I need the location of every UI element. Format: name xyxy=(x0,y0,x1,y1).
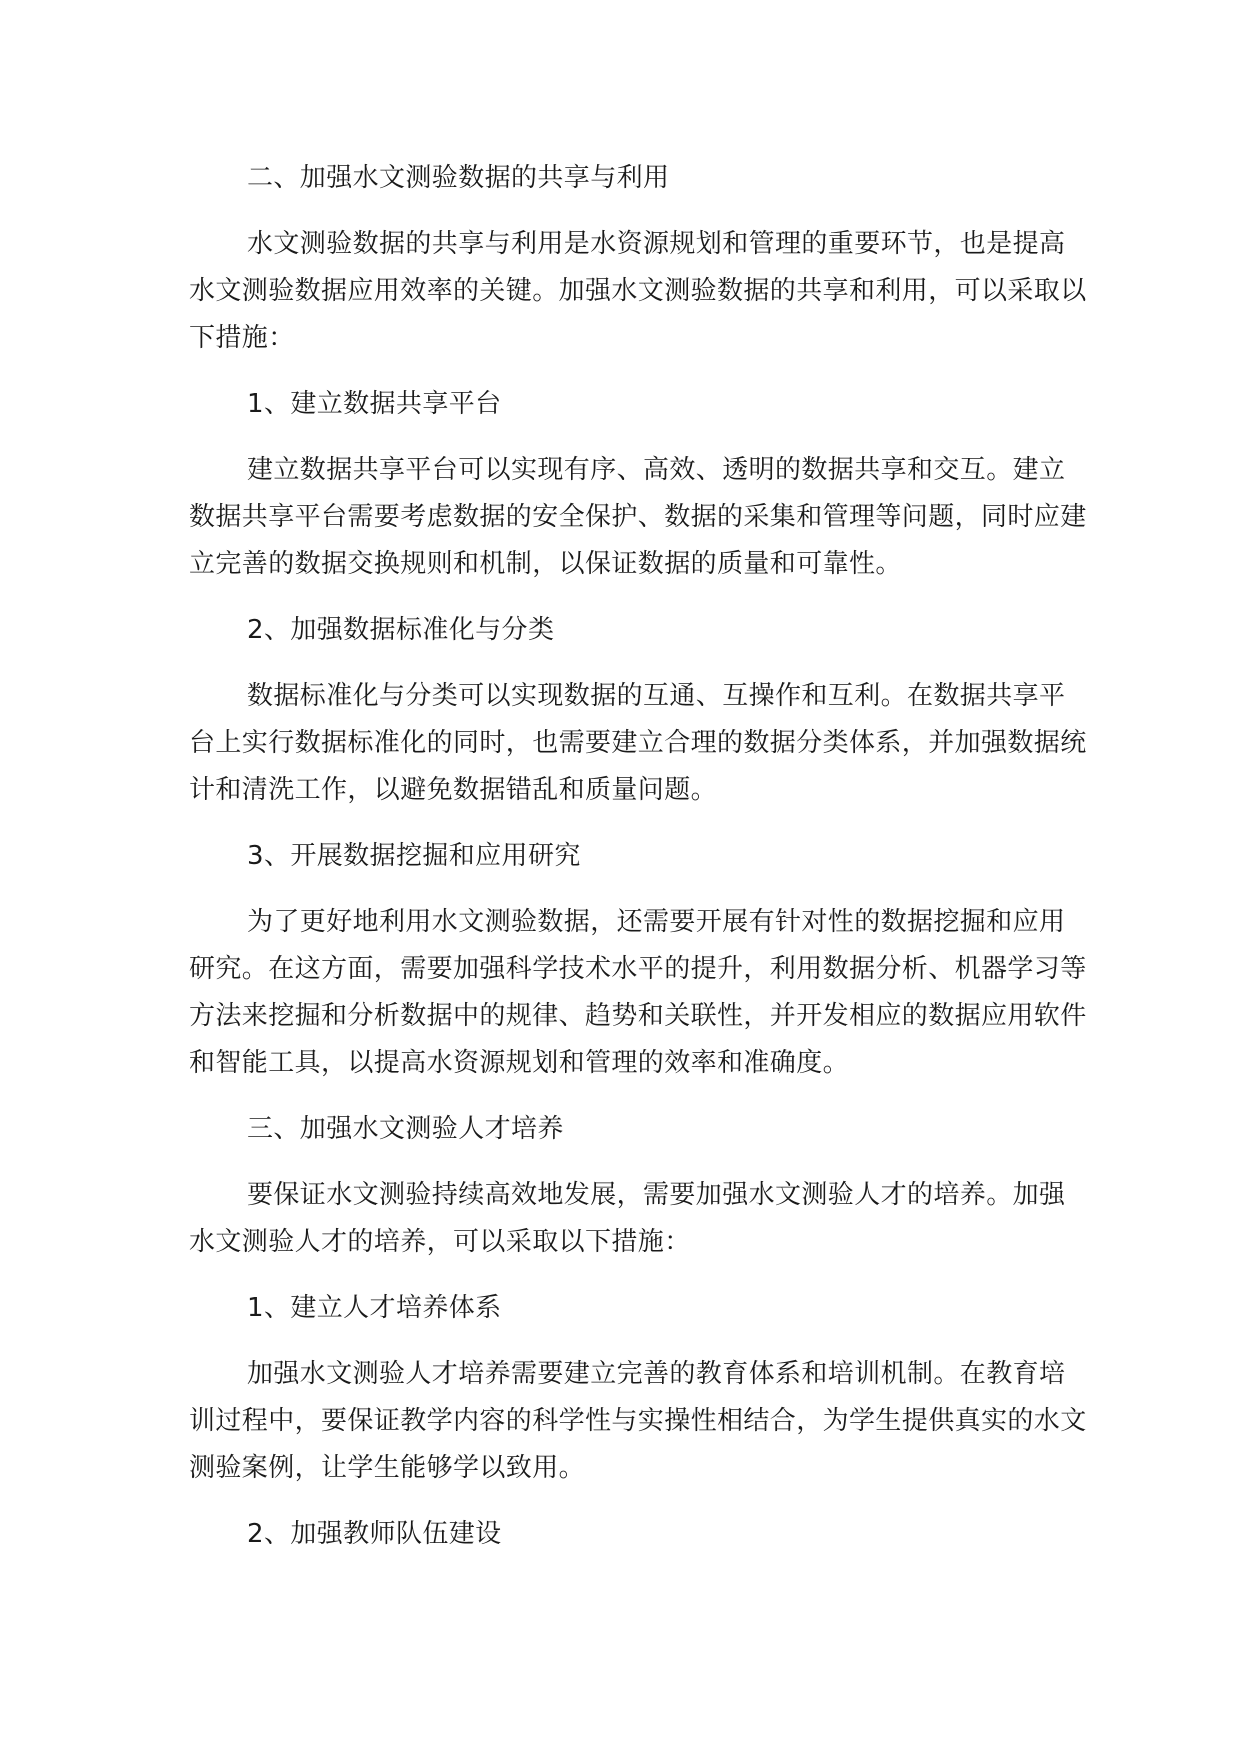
paragraph: 加强水文测验人才培养需要建立完善的教育体系和培训机制。在教育培训过程中，要保证教学内容的科学性与实操性相结合，为学生提供真实的水文测验案例，让学生能够学以致用。 xyxy=(189,1359,1087,1483)
section-heading: 二、加强水文测验数据的共享与利用 xyxy=(247,163,670,193)
paragraph: 数据标准化与分类可以实现数据的互通、互操作和互利。在数据共享平台上实行数据标准化的同时，也需要建立合理的数据分类体系，并加强数据统计和清洗工作，以避免数据错乱和质量问题。 xyxy=(189,681,1087,805)
paragraph: 水文测验数据的共享与利用是水资源规划和管理的重要环节，也是提高水文测验数据应用效率的关键。加强水文测验数据的共享和利用，可以采取以下措施： xyxy=(189,229,1087,353)
paragraph: 建立数据共享平台可以实现有序、高效、透明的数据共享和交互。建立数据共享平台需要考虑数据的安全保护、数据的采集和管理等问题，同时应建立完善的数据交换规则和机制，以保证数据的质量和可靠性。 xyxy=(189,455,1087,579)
paragraph: 要保证水文测验持续高效地发展，需要加强水文测验人才的培养。加强水文测验人才的培养，可以采取以下措施： xyxy=(189,1180,1066,1257)
section-heading: 三、加强水文测验人才培养 xyxy=(247,1114,564,1144)
subsection-heading: 1、建立数据共享平台 xyxy=(247,389,502,419)
document-body xyxy=(189,155,1089,1577)
subsection-heading: 1、建立人才培养体系 xyxy=(247,1293,502,1323)
subsection-heading: 3、开展数据挖掘和应用研究 xyxy=(247,841,581,871)
paragraph: 为了更好地利用水文测验数据，还需要开展有针对性的数据挖掘和应用研究。在这方面，需要加强科学技术水平的提升，利用数据分析、机器学习等方法来挖掘和分析数据中的规律、趋势和关联性，并开发相应的数据应用软件和智能工具，以提高水资源规划和管理的效率和准确度。 xyxy=(189,907,1087,1078)
subsection-heading: 2、加强教师队伍建设 xyxy=(247,1519,502,1549)
subsection-heading: 2、加强数据标准化与分类 xyxy=(247,615,555,645)
